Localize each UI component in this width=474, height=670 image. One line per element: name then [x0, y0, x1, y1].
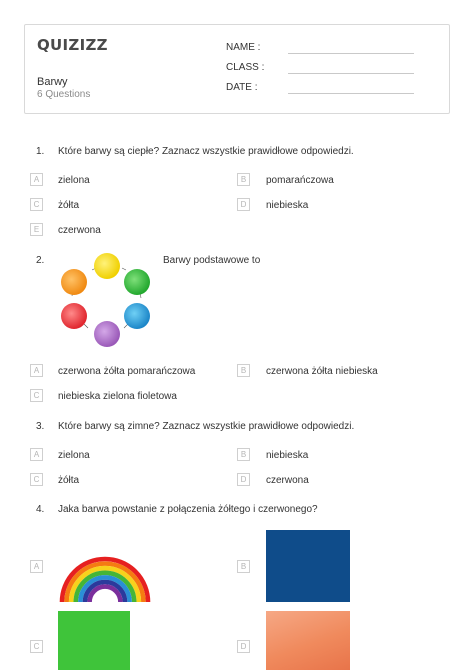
option-text: żółta	[58, 475, 80, 486]
option-text: zielona	[58, 450, 90, 461]
option-text: niebieska zielona fioletowa	[58, 391, 177, 402]
orange-swatch[interactable]	[266, 611, 350, 670]
dark-blue-swatch[interactable]	[266, 530, 350, 602]
option-letter-e[interactable]: E	[30, 223, 43, 236]
green-paint-blob	[124, 269, 150, 295]
yellow-paint-blob	[94, 253, 120, 279]
question-count: 6 Questions	[37, 89, 91, 100]
option-text: żółta	[58, 200, 80, 211]
option-letter-b[interactable]: B	[237, 560, 250, 573]
option-text: czerwona	[58, 225, 101, 236]
option-letter-c[interactable]: C	[30, 389, 43, 402]
option-text: niebieska	[266, 200, 309, 211]
blue-paint-blob	[124, 303, 150, 329]
rainbow-image[interactable]	[58, 530, 152, 602]
option-letter-d[interactable]: D	[237, 473, 250, 486]
class-label: CLASS :	[226, 62, 265, 73]
option-letter-d[interactable]: D	[237, 640, 250, 653]
option-letter-a[interactable]: A	[30, 364, 43, 377]
option-letter-c[interactable]: C	[30, 473, 43, 486]
option-letter-a[interactable]: A	[30, 560, 43, 573]
quizizz-logo: QUIZIZZ	[37, 36, 108, 54]
question-text: Jaka barwa powstanie z połączenia żółtego i czerwonego?	[58, 504, 318, 515]
option-text: niebieska	[266, 450, 309, 461]
date-label: DATE :	[226, 82, 258, 93]
option-text: czerwona	[266, 475, 309, 486]
option-letter-b[interactable]: B	[237, 448, 250, 461]
question-number: 4.	[36, 504, 45, 515]
question-text: Które barwy są ciepłe? Zaznacz wszystkie prawidłowe odpowiedzi.	[58, 146, 354, 157]
name-line[interactable]	[288, 53, 414, 54]
option-letter-b[interactable]: B	[237, 173, 250, 186]
worksheet-title: Barwy	[37, 76, 68, 88]
question-number: 2.	[36, 255, 45, 266]
question-text: Które barwy są zimne? Zaznacz wszystkie prawidłowe odpowiedzi.	[58, 421, 355, 432]
orange-paint-blob	[61, 269, 87, 295]
violet-paint-blob	[94, 321, 120, 347]
question-number: 1.	[36, 146, 45, 157]
question-text: Barwy podstawowe to	[163, 255, 261, 266]
name-label: NAME :	[226, 42, 261, 53]
option-letter-a[interactable]: A	[30, 448, 43, 461]
green-swatch[interactable]	[58, 611, 130, 670]
option-text: pomarańczowa	[266, 175, 334, 186]
option-letter-c[interactable]: C	[30, 640, 43, 653]
date-line[interactable]	[288, 93, 414, 94]
option-text: czerwona żółta niebieska	[266, 366, 378, 377]
color-wheel-image	[52, 252, 162, 350]
option-letter-c[interactable]: C	[30, 198, 43, 211]
red-paint-blob	[61, 303, 87, 329]
option-letter-b[interactable]: B	[237, 364, 250, 377]
class-line[interactable]	[288, 73, 414, 74]
option-letter-d[interactable]: D	[237, 198, 250, 211]
question-number: 3.	[36, 421, 45, 432]
option-letter-a[interactable]: A	[30, 173, 43, 186]
option-text: czerwona żółta pomarańczowa	[58, 366, 196, 377]
option-text: zielona	[58, 175, 90, 186]
